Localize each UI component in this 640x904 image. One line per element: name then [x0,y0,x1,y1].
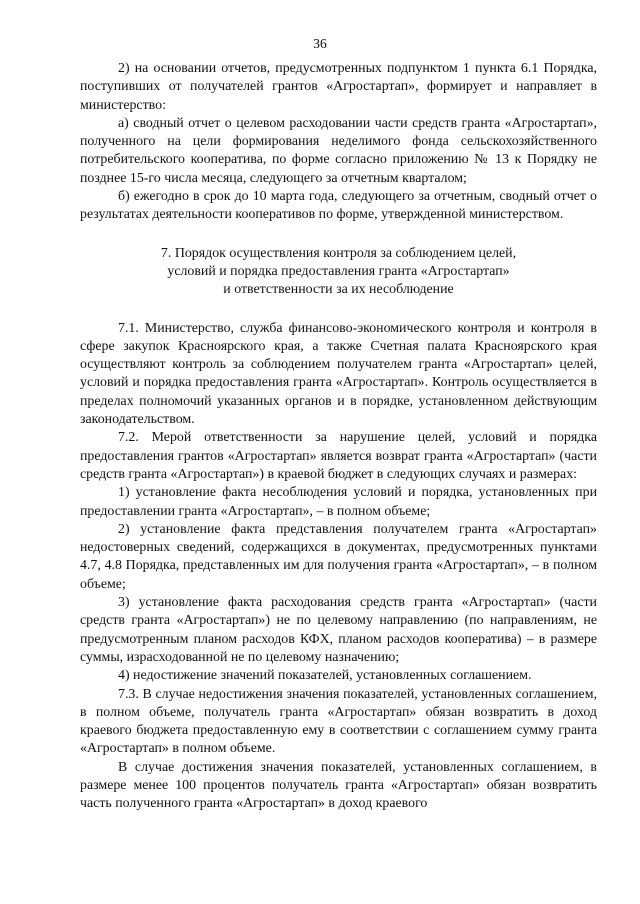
paragraph-7-1: 7.1. Министерство, служба финансово-экономического контроля и контроля в сфере закупок Красноярского края, а также Счетная палата Красноярского края осуществляют контроль за соблюдением получателем гранта «Агростартап» целей, условий и порядка предоставления гранта «Агростартап». Контроль осуществляется в пределах полномочий указанных органов и в порядке, установленном действующим законодательством. [80,320,597,428]
page-number: 36 [313,36,327,51]
paragraph-7-2: 7.2. Мерой ответственности за нарушение целей, условий и порядка предоставления грантов «Агростартап» является возврат гранта «Агростартап» (части средств гранта «Агростартап») в краевой бюджет в следующих случаях и размерах: [80,430,597,482]
paragraph-7-2-item-2: 2) установление факта представления получателем гранта «Агростартап» недостоверных сведений, содержащихся в документах, предусмотренных пунктами 4.7, 4.8 Порядка, представленных им для получения гранта «Агростартап», – в полном объеме; [80,521,597,592]
paragraph-7-2-item-4: 4) недостижение значений показателей, установленных соглашением. [118,668,532,684]
paragraph-7-2-item-1: 1) установление факта несоблюдения условий и порядка, установленных при предоставлении гранта «Агростартап», – в полном объеме; [80,485,597,519]
paragraph-7-3: 7.3. В случае недостижения значения показателей, установленных соглашением, в полном объеме, получатель гранта «Агростартап» обязан возвратить в доход краевого бюджета предоставленную ему в соответствии с соглашением сумму гранта «Агростартап» в полном объеме. [80,686,597,757]
paragraph-reporting-a: а) сводный отчет о целевом расходовании части средств гранта «Агростартап», полученного на цели формирования неделимого фонда сельскохозяйственного потребительского кооператива, по форме согласно приложению № 13 к Порядку не позднее 15-го числа месяца, следующего за отчетным кварталом; [80,115,597,186]
paragraph-reporting-b: б) ежегодно в срок до 10 марта года, следующего за отчетным, сводный отчет о результатах деятельности кооперативов по форме, утвержденной министерством. [80,189,597,223]
document-body [80,60,597,814]
paragraph-7-2-item-3: 3) установление факта расходования средств гранта «Агростартап» (части средств гранта «Агростартап») не по целевому направлению (по направлениям, не предусмотренным планом расходов КФХ, планом расходов кооператива) – в размере суммы, израсходованной не по целевому назначению; [80,595,597,665]
paragraph-7-3-continued: В случае достижения значения показателей, установленных соглашением, в размере менее 100 процентов получатель гранта «Агростартап» обязан возвратить часть полученного гранта «Агростартап» в доход краевого [80,759,597,812]
paragraph-reporting-intro: 2) на основании отчетов, предусмотренных подпунктом 1 пункта 6.1 Порядка, поступивших от получателей грантов «Агростартап», формирует и направляет в министерство: [80,61,597,113]
section-7-heading: 7. Порядок осуществления контроля за соблюдением целей, условий и порядка предоставления гранта «Агростартап» и ответственности за их несоблюдение [160,245,517,298]
